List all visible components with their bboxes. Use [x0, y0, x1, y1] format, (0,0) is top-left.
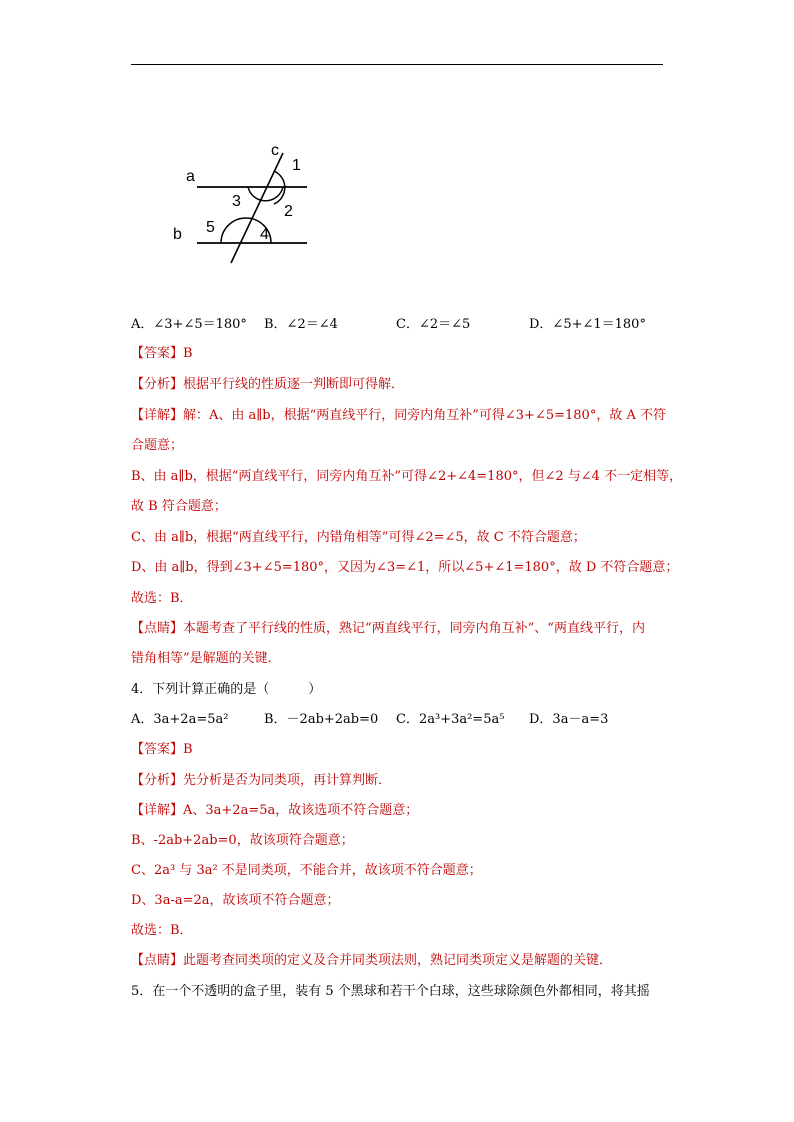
q3-detail-1: 【详解】解：A、由 a∥b，根据“两直线平行，同旁内角互补”可得∠3+∠5=180°，故 A 不符	[131, 408, 666, 423]
q3-option-d: D．∠5+∠1＝180°	[529, 317, 646, 332]
q4-detail-2: B、-2ab+2ab=0，故该项符合题意；	[131, 833, 354, 848]
q4-option-d: D．3a－a=3	[529, 712, 609, 727]
q4-detail-4: D、3a-a=2a，故该项不符合题意；	[131, 893, 340, 908]
q3-choose: 故选：B．	[131, 591, 193, 606]
q3-detail-4: D、由 a∥b，得到∠3+∠5=180°，又因为∠3=∠1，所以∠5+∠1=180°，故 D 不符合题意；	[131, 560, 679, 575]
label-1: 1	[292, 157, 301, 174]
header-rule	[131, 64, 663, 65]
q4-analysis: 【分析】先分析是否为同类项，再计算判断．	[131, 773, 392, 788]
q4-detail-1: 【详解】A、3a+2a=5a，故该选项不符合题意；	[131, 803, 419, 818]
label-c: c	[271, 142, 279, 159]
q3-detail-1b: 合题意；	[131, 438, 184, 453]
q4-detail-3: C、2a³ 与 3a² 不是同类项，不能合并，故该项不符合题意；	[131, 863, 482, 878]
q3-option-c: C．∠2＝∠5	[396, 317, 471, 332]
q4-choose: 故选：B．	[131, 923, 193, 938]
q4-stem: 4．下列计算正确的是（ ）	[131, 682, 322, 697]
q4-comment: 【点睛】此题考查同类项的定义及合并同类项法则，熟记同类项定义是解题的关键．	[131, 953, 613, 968]
q3-option-a: A．∠3+∠5＝180°	[131, 317, 247, 332]
q3-answer: 【答案】B	[131, 346, 193, 361]
q4-answer: 【答案】B	[131, 742, 193, 757]
q3-comment-1: 【点睛】本题考查了平行线的性质，熟记“两直线平行，同旁内角互补”、“两直线平行，内	[131, 621, 645, 636]
q3-detail-2b: 故 B 符合题意；	[131, 499, 227, 514]
q4-option-a: A．3a+2a=5a²	[131, 712, 229, 727]
label-b: b	[173, 226, 182, 243]
q4-option-c: C．2a³+3a²=5a⁵	[396, 712, 505, 727]
q3-analysis: 【分析】根据平行线的性质逐一判断即可得解．	[131, 377, 405, 392]
q3-detail-2: B、由 a∥b，根据“两直线平行，同旁内角互补”可得∠2+∠4=180°，但∠2 与∠4 不一定相等，	[131, 469, 683, 484]
label-5: 5	[206, 219, 215, 236]
label-a: a	[186, 168, 195, 185]
label-2: 2	[284, 203, 293, 220]
parallel-lines-figure	[170, 138, 320, 268]
q3-comment-1b: 错角相等”是解题的关键．	[131, 651, 281, 666]
label-4: 4	[260, 226, 269, 243]
q5-stem: 5．在一个不透明的盒子里，装有 5 个黑球和若干个白球，这些球除颜色外都相同，将其摇	[131, 984, 650, 999]
label-3: 3	[232, 193, 241, 210]
q4-option-b: B．－2ab+2ab=0	[264, 712, 379, 727]
q3-detail-3: C、由 a∥b，根据“两直线平行，内错角相等”可得∠2=∠5，故 C 不符合题意；	[131, 530, 586, 545]
q3-option-b: B．∠2＝∠4	[264, 317, 338, 332]
